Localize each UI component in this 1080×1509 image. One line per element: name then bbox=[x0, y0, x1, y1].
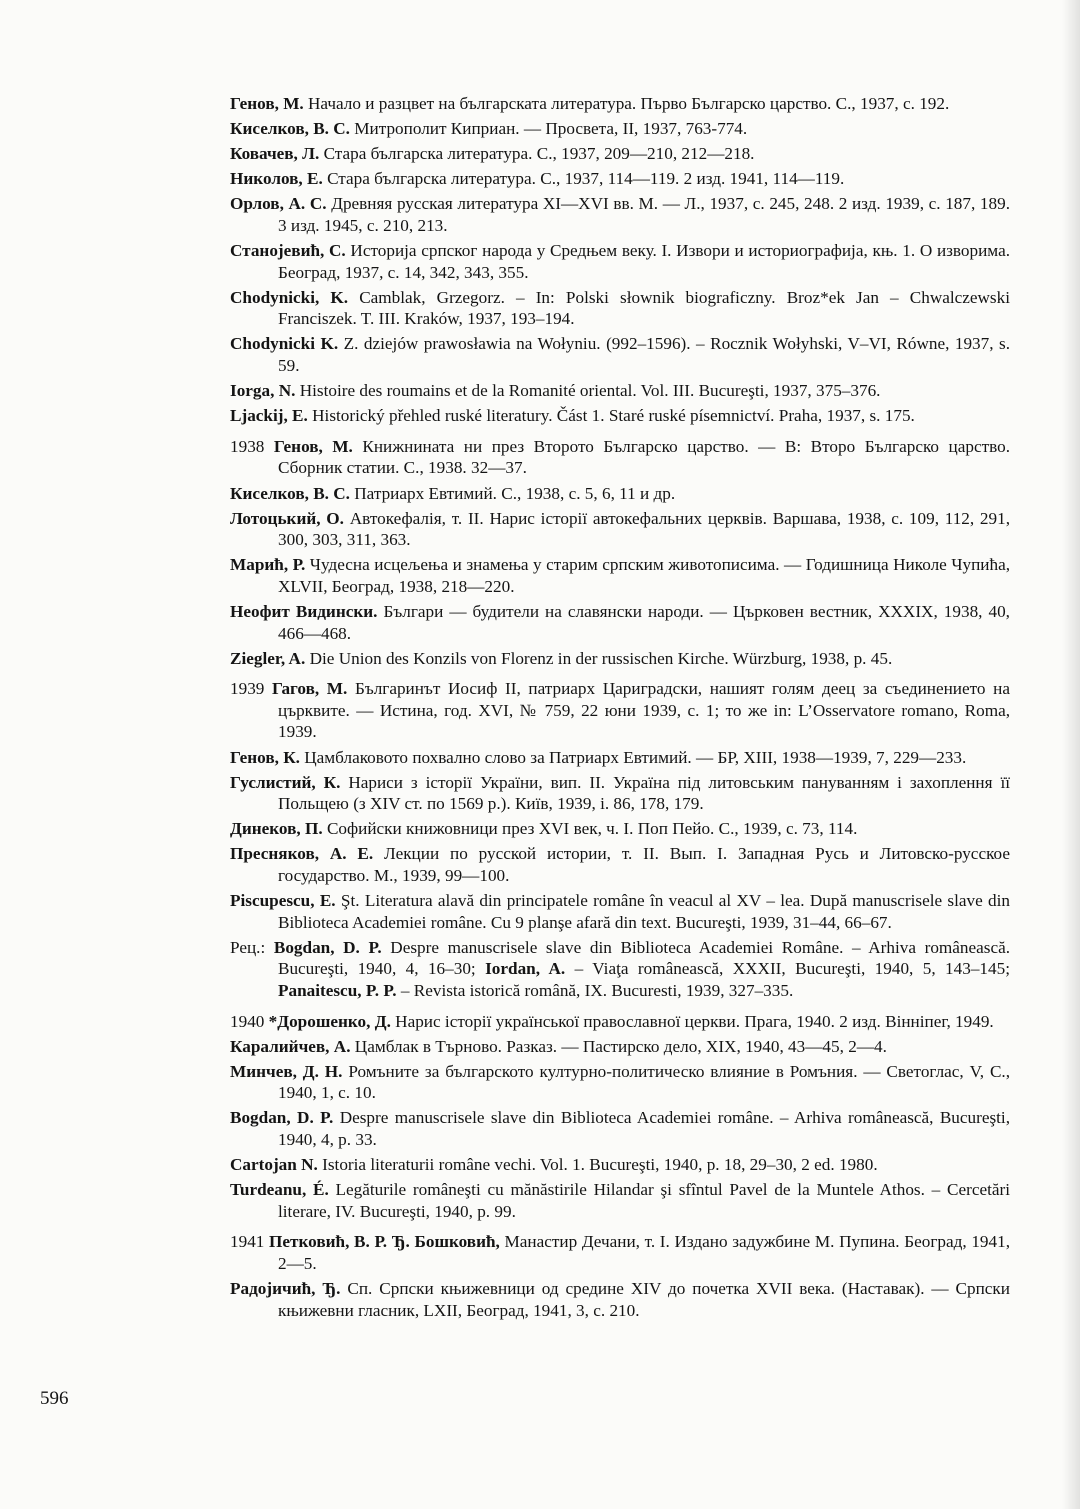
entry-author: Радојичић, Ђ. bbox=[230, 1279, 341, 1299]
bibliography-entry bbox=[230, 380, 1010, 402]
bibliography-entry bbox=[230, 118, 1010, 140]
entry-text: Лекции по русской истории, т. II. Вып. I. Западная Русь и Литовско-русское государство. М., 1939, 99—100. bbox=[278, 844, 1010, 885]
bibliography-entry bbox=[230, 287, 1010, 330]
bibliography-entry bbox=[230, 554, 1010, 597]
entry-author: Bogdan, D. P. bbox=[230, 1108, 334, 1128]
entry-text: Древняя русская литература XI—XVI вв. М. — Л., 1937, с. 245, 248. 2 изд. 1939, с. 187, 189. 3 изд. 1945, с. 210, 213. bbox=[278, 194, 1010, 235]
entry-text: Цамблаковото похвално слово за Патриарх Евтимий. — БР, XIII, 1938—1939, 7, 229—233. bbox=[299, 747, 967, 767]
entry-author: *Дорошенко, Д. bbox=[268, 1011, 391, 1031]
bibliography-entry bbox=[230, 168, 1010, 190]
bibliography-entry bbox=[230, 772, 1010, 815]
entry-author: Генов, К. bbox=[230, 747, 300, 767]
entry-author: Turdeanu, É. bbox=[230, 1180, 329, 1200]
entry-author: Ziegler, A. bbox=[230, 648, 306, 668]
entry-text: Историја српског народа у Средњем веку. I. Извори и историографија, књ. 1. О изворима. Београд, 1937, с. 14, 342, 343, 355. bbox=[278, 241, 1010, 282]
bibliography-entry bbox=[230, 1278, 1010, 1321]
entry-text: Ромъните за българското културно-политическо влияние в Ромъния. — Светоглас, V, С., 1940, 1, с. 10. bbox=[278, 1061, 1011, 1103]
entry-author: Пресняков, А. Е. bbox=[230, 844, 374, 864]
entry-author: Ковачев, Л. bbox=[230, 144, 320, 164]
entry-author: Марић, Р. bbox=[230, 555, 306, 575]
entry-text: Цамблак в Търново. Разказ. — Пастирско дело, XIX, 1940, 43—45, 2—4. bbox=[350, 1036, 887, 1056]
bibliography-entry bbox=[230, 93, 1010, 115]
bibliography-entry bbox=[230, 937, 1010, 1002]
entry-author: Iorga, N. bbox=[230, 381, 296, 401]
entry-text: Патриарх Евтимий. С., 1938, с. 5, 6, 11 и др. bbox=[349, 483, 676, 503]
bibliography-entry bbox=[230, 1107, 1010, 1150]
entry-author: Лотоцький, О. bbox=[230, 508, 344, 528]
bibliography-entry bbox=[230, 240, 1010, 283]
bibliography-entry bbox=[230, 1154, 1010, 1176]
year-label: 1941 bbox=[230, 1232, 270, 1252]
entry-text: Българи — будители на славянски народи. — Църковен вестник, XXXIX, 1938, 40, 466—468. bbox=[278, 601, 1010, 643]
bibliography-entry bbox=[230, 818, 1010, 840]
bibliography-entry bbox=[230, 193, 1010, 236]
entry-author: Киселков, В. С. bbox=[230, 483, 350, 503]
page-number: 596 bbox=[40, 1388, 69, 1409]
entry-text: Начало и разцвет на българската литература. Първо Българско царство. С., 1937, с. 192. bbox=[303, 94, 950, 113]
entry-text: Camblak, Grzegorz. – In: Polski słownik biograficzny. Broz*ek Jan – Chwalczewski Franciszek. T. III. Kraków, 1937, 193–194. bbox=[278, 287, 1010, 329]
bibliography-entry bbox=[230, 1179, 1010, 1222]
bibliography-entry bbox=[230, 678, 1010, 743]
bibliography-entry bbox=[230, 333, 1010, 376]
bibliography-entry bbox=[230, 601, 1010, 644]
entry-text: Рец.: bbox=[230, 937, 274, 957]
entry-author: Неофит Видински. bbox=[230, 601, 378, 621]
entry-author: Минчев, Д. Н. bbox=[230, 1061, 343, 1081]
entry-text: Нариси з історії України, вип. II. Україна під литовським пануванням і захоплення її Польщею (з XIV ст. по 1569 р.). Київ, 1939, і. 86, 178, 179. bbox=[278, 772, 1011, 814]
bibliography-entry bbox=[230, 1011, 1010, 1033]
year-label: 1938 bbox=[230, 436, 274, 456]
entry-text: – Revista istorică română, IX. Bucuresti, 1939, 327–335. bbox=[396, 980, 794, 1000]
entry-author: Станојевић, С. bbox=[230, 241, 346, 261]
entry-author: Николов, Е. bbox=[230, 169, 323, 189]
entry-author: Киселков, В. С. bbox=[230, 119, 350, 139]
entry-author: Ljackij, E. bbox=[230, 406, 308, 426]
entry-text: Автокефалія, т. II. Нарис історії автокефальних церквів. Варшава, 1938, с. 109, 112, 291, 300, 303, 311, 363. bbox=[278, 508, 1011, 550]
bibliography-entry bbox=[230, 843, 1010, 886]
bibliography-entry bbox=[230, 1231, 1010, 1274]
entry-author: Гуслистий, К. bbox=[230, 772, 341, 792]
page-edge-shadow bbox=[1062, 0, 1080, 1509]
entry-text: Стара българска литература. С., 1937, 114—119. 2 изд. 1941, 114—119. bbox=[322, 169, 845, 189]
entry-author: Генов, М. bbox=[230, 94, 304, 113]
bibliography-entry bbox=[230, 1036, 1010, 1058]
entry-text: Митрополит Киприан. — Просвета, II, 1937, 763-774. bbox=[349, 119, 748, 139]
bibliography-entry bbox=[230, 483, 1010, 505]
entry-text: Софийски книжовници през XVI век, ч. I. Поп Пейо. С., 1939, с. 73, 114. bbox=[322, 819, 858, 839]
bibliography-entry bbox=[230, 143, 1010, 165]
entry-text: Z. dziejów prawosławia na Wołyniu. (992–1596). – Rocznik Wołyhski, V–VI, Równe, 1937, s. 59. bbox=[278, 334, 1010, 376]
entry-text: Книжнината ни през Второто Българско царство. — В: Второ Българско царство. Сборник статии. С., 1938. 32—37. bbox=[278, 436, 1010, 478]
entry-text: Historický přehled ruské literatury. Část 1. Staré ruské písemnictví. Praha, 1937, s. 175. bbox=[307, 406, 915, 426]
bibliography-entry bbox=[230, 890, 1010, 933]
bibliography-list bbox=[230, 93, 1010, 1325]
entry-author: Bogdan, D. P. bbox=[273, 937, 382, 957]
entry-text: Istoria literaturii române vechi. Vol. 1. Bucureşti, 1940, p. 18, 29–30, 2 ed. 1980. bbox=[317, 1155, 878, 1175]
entry-author: Динеков, П. bbox=[230, 819, 323, 839]
entry-author: Chodynicki K. bbox=[230, 334, 339, 354]
bibliography-entry bbox=[230, 1061, 1010, 1104]
bibliography-entry bbox=[230, 648, 1010, 670]
entry-author: Cartojan N. bbox=[230, 1155, 318, 1175]
entry-text: Българинът Иосиф II, патриарх Цариградски, нашият голям деец за съединението на църквите. — Истина, год. XVI, № 759, 22 юни 1939, с. 1; то же in: L’Osservatore romano, Roma, 1939. bbox=[278, 679, 1010, 742]
entry-author: Орлов, А. С. bbox=[230, 194, 327, 214]
entry-author: Piscupescu, E. bbox=[230, 891, 336, 911]
entry-text: Нарис історії української православної церкви. Прага, 1940. 2 изд. Вінніпег, 1949. bbox=[390, 1011, 994, 1031]
entry-text: – Viaţa românească, XXXII, Bucureşti, 1940, 5, 143–145; bbox=[565, 959, 1010, 979]
entry-text: Despre manuscrisele slave din Biblioteca Academiei Române. – Arhiva românească. Bucureşti, 1940, 4, 16–30; bbox=[278, 937, 1011, 979]
bibliography-entry bbox=[230, 508, 1010, 551]
entry-author: Panaitescu, P. P. bbox=[278, 980, 397, 1000]
entry-text: Сп. Српски књижевници од средине XIV до почетка XVII века. (Наставак). — Српски књижевни гласник, LXII, Београд, 1941, 3, с. 210. bbox=[278, 1279, 1010, 1320]
entry-author: Iordan, A. bbox=[485, 959, 566, 979]
entry-text: Манастир Дечани, т. I. Издано задужбине М. Пупина. Београд, 1941, 2—5. bbox=[278, 1232, 1011, 1273]
bibliography-entry bbox=[230, 436, 1010, 479]
bibliography-entry bbox=[230, 747, 1010, 769]
entry-author: Chodynicki, K. bbox=[230, 287, 349, 307]
entry-author: Гагов, М. bbox=[272, 679, 348, 699]
entry-author: Петковић, В. Р. Ђ. Бошковић, bbox=[269, 1232, 500, 1252]
year-label: 1939 bbox=[230, 679, 273, 699]
entry-text: Histoire des roumains et de la Romanité oriental. Vol. III. Bucureşti, 1937, 375–376. bbox=[295, 381, 881, 401]
entry-text: Die Union des Konzils von Florenz in der russischen Kirche. Würzburg, 1938, p. 45. bbox=[305, 648, 893, 668]
year-label: 1940 bbox=[230, 1011, 269, 1031]
entry-text: Стара българска литература. С., 1937, 209—210, 212—218. bbox=[319, 144, 755, 164]
entry-text: Despre manuscrisele slave din Biblioteca Academiei române. – Arhiva românească, Bucureşti, 1940, 4, p. 33. bbox=[278, 1108, 1010, 1150]
entry-text: Чудесна исцељења и знамења у старим српским животописима. — Годишница Николе Чупића, XLVII, Београд, 1938, 218—220. bbox=[278, 555, 1010, 596]
bibliography-entry bbox=[230, 405, 1010, 427]
entry-text: Legăturile româneşti cu mănăstirile Hilandar şi sfîntul Pavel de la Muntele Athos. – Cercetări literare, IV. Bucureşti, 1940, p. 99. bbox=[278, 1180, 1011, 1221]
entry-author: Генов, М. bbox=[273, 436, 353, 456]
entry-author: Каралийчев, А. bbox=[230, 1036, 351, 1056]
entry-text: Şt. Literatura alavă din principatele române în veacul al XV – lea. După manuscrisele slave din Biblioteca Academiei române. Cu 9 planşe afară din text. Bucureşti, 1939, 31–44, 66–67. bbox=[278, 891, 1010, 932]
